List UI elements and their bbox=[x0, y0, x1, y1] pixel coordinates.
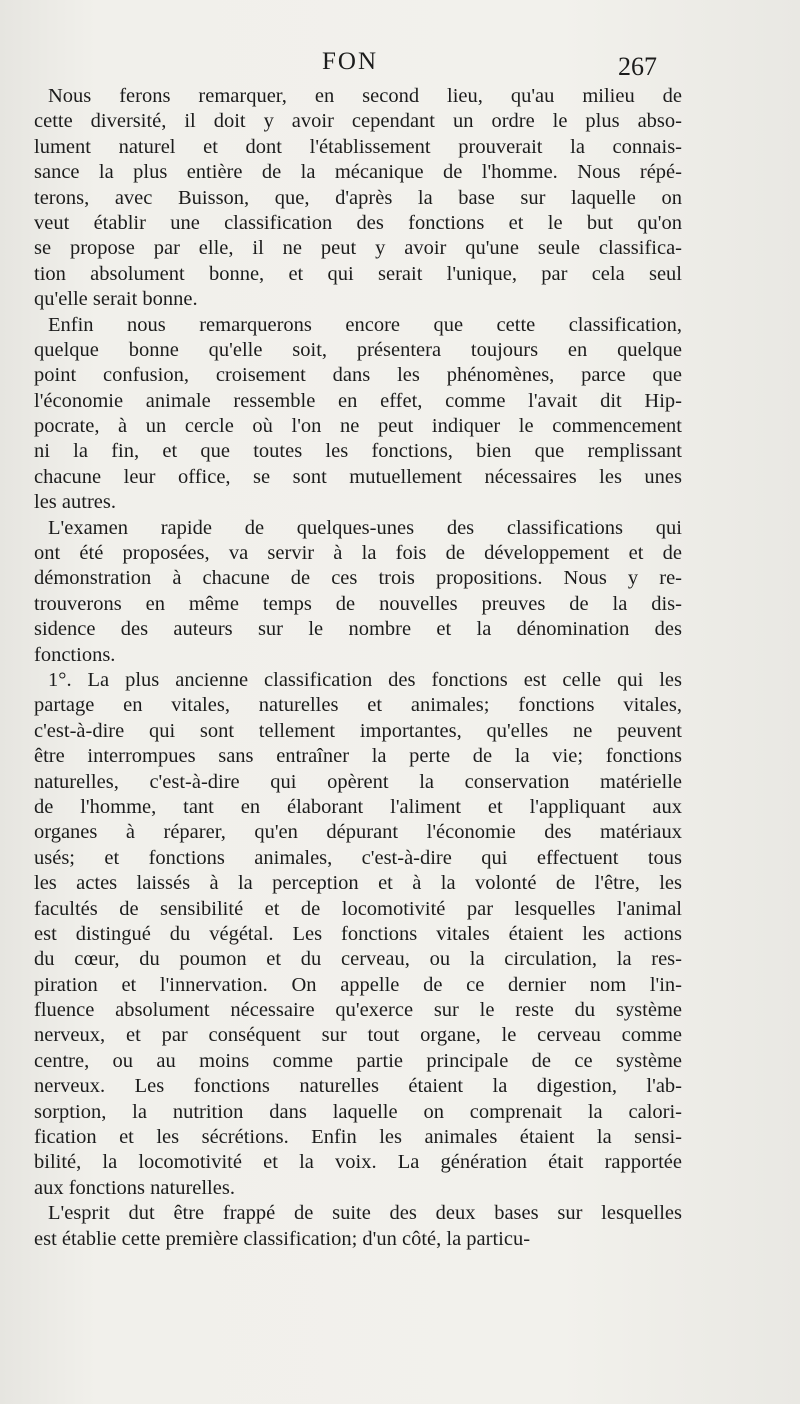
text-line: pocrate, à un cercle où l'on ne peut indiquer le commencement bbox=[34, 415, 682, 438]
text-line: fonctions. bbox=[34, 643, 116, 666]
text-line: fluence absolument nécessaire qu'exerce sur le reste du système bbox=[34, 999, 682, 1022]
text-line: point confusion, croisement dans les phénomènes, parce que bbox=[34, 364, 682, 387]
text-line: qu'elle serait bonne. bbox=[34, 288, 198, 311]
running-title: FON bbox=[321, 48, 378, 75]
paragraph bbox=[34, 1201, 682, 1252]
text-line: l'économie animale ressemble en effet, comme l'avait dit Hip- bbox=[34, 389, 682, 412]
page-number: 267 bbox=[618, 52, 657, 81]
text-line: organes à réparer, qu'en dépurant l'économie des matériaux bbox=[34, 821, 682, 844]
body-text bbox=[34, 84, 682, 1252]
text-line: se propose par elle, il ne peut y avoir qu'une seule classifica- bbox=[34, 237, 682, 260]
text-line: du cœur, du poumon et du cerveau, ou la circulation, la res- bbox=[34, 948, 682, 971]
text-line: sance la plus entière de la mécanique de l'homme. Nous répé- bbox=[34, 161, 682, 184]
text-line: ni la fin, et que toutes les fonctions, bien que remplissant bbox=[34, 440, 682, 463]
text-line: quelque bonne qu'elle soit, présentera toujours en quelque bbox=[34, 338, 682, 361]
text-line: sorption, la nutrition dans laquelle on comprenait la calori- bbox=[34, 1100, 682, 1123]
text-line: terons, avec Buisson, que, d'après la base sur laquelle on bbox=[34, 186, 682, 209]
text-line: bilité, la locomotivité et la voix. La génération était rapportée bbox=[34, 1151, 682, 1174]
text-line: ont été proposées, va servir à la fois de développement et de bbox=[34, 542, 682, 565]
text-line: trouverons en même temps de nouvelles preuves de la dis- bbox=[34, 592, 682, 615]
text-line: fication et les sécrétions. Enfin les animales étaient la sensi- bbox=[34, 1126, 682, 1149]
text-line: c'est-à-dire qui sont tellement importantes, qu'elles ne peuvent bbox=[34, 719, 682, 742]
text-line: naturelles, c'est-à-dire qui opèrent la conservation matérielle bbox=[34, 770, 682, 793]
text-line: usés; et fonctions animales, c'est-à-dire qui effectuent tous bbox=[34, 846, 682, 869]
text-line: L'esprit dut être frappé de suite des deux bases sur lesquelles bbox=[48, 1202, 682, 1225]
text-line: piration et l'innervation. On appelle de ce dernier nom l'in- bbox=[34, 973, 682, 996]
running-header bbox=[0, 48, 800, 88]
text-line: nerveux. Les fonctions naturelles étaient la digestion, l'ab- bbox=[34, 1075, 682, 1098]
paragraph bbox=[34, 313, 682, 516]
text-line: lument naturel et dont l'établissement prouverait la connais- bbox=[34, 135, 682, 158]
text-line: veut établir une classification des fonctions et le but qu'on bbox=[34, 211, 682, 234]
text-line: sidence des auteurs sur le nombre et la dénomination des bbox=[34, 618, 682, 641]
text-line: aux fonctions naturelles. bbox=[34, 1176, 235, 1199]
text-line: cette diversité, il doit y avoir cependant un ordre le plus abso- bbox=[34, 110, 682, 133]
text-line: chacune leur office, se sont mutuellement nécessaires les unes bbox=[34, 465, 682, 488]
text-line: démonstration à chacune de ces trois propositions. Nous y re- bbox=[34, 567, 682, 590]
text-line: partage en vitales, naturelles et animales; fonctions vitales, bbox=[34, 694, 682, 717]
text-line: est établie cette première classification; d'un côté, la particu- bbox=[34, 1227, 531, 1250]
text-line: les actes laissés à la perception et à la volonté de l'être, les bbox=[34, 872, 682, 895]
paragraph bbox=[34, 84, 682, 313]
text-line: être interrompues sans entraîner la perte de la vie; fonctions bbox=[34, 745, 682, 768]
text-line: facultés de sensibilité et de locomotivité par lesquelles l'animal bbox=[34, 897, 682, 920]
paragraph bbox=[34, 516, 682, 668]
text-line: les autres. bbox=[34, 491, 116, 514]
text-line: nerveux, et par conséquent sur tout organe, le cerveau comme bbox=[34, 1024, 682, 1047]
text-line: L'examen rapide de quelques-unes des classifications qui bbox=[48, 516, 682, 539]
paragraph bbox=[34, 668, 682, 1201]
text-line: Nous ferons remarquer, en second lieu, qu'au milieu de bbox=[48, 85, 682, 107]
text-line: Enfin nous remarquerons encore que cette classification, bbox=[48, 313, 682, 336]
text-line: centre, ou au moins comme partie principale de ce système bbox=[34, 1049, 682, 1072]
text-line: est distingué du végétal. Les fonctions vitales étaient les actions bbox=[34, 922, 682, 945]
text-line: 1°. La plus ancienne classification des fonctions est celle qui les bbox=[48, 668, 682, 691]
text-line: tion absolument bonne, et qui serait l'unique, par cela seul bbox=[34, 262, 682, 285]
text-line: de l'homme, tant en élaborant l'aliment et l'appliquant aux bbox=[34, 795, 682, 818]
